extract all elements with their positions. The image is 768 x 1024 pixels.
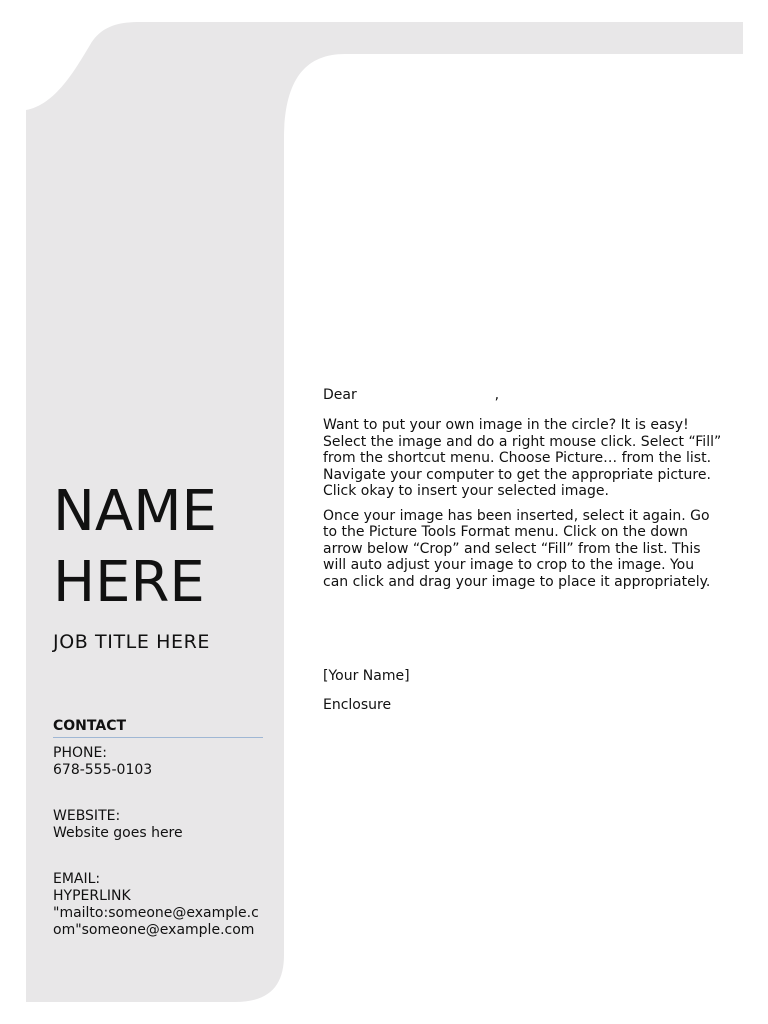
phone-section (53, 745, 268, 779)
enclosure-line: Enclosure (323, 697, 392, 713)
salutation: Dear , (323, 387, 500, 403)
signature-name: [Your Name] (323, 668, 410, 684)
phone-label: PHONE: (53, 745, 108, 761)
letter-paragraph-2: Once your image has been inserted, select it again. Go to the Picture Tools Format menu. Click on the down arrow below “Crop” and select “Fill” from the list. This will auto adjust your image to crop to the image. You can click and drag your image to place it appropriately. (323, 507, 711, 590)
website-value: Website goes here (53, 825, 183, 841)
job-title: JOB TITLE HERE (53, 631, 210, 653)
email-label: EMAIL: (53, 871, 101, 887)
email-line-2: "mailto:someone@example.c (53, 905, 259, 921)
email-line-1: HYPERLINK (53, 888, 131, 904)
phone-number: 678-555-0103 (53, 762, 153, 778)
name-heading: NAME HERE (53, 479, 217, 615)
website-label: WEBSITE: (53, 808, 121, 824)
email-section (53, 871, 268, 939)
contact-heading: CONTACT (53, 718, 263, 738)
letter-body (323, 417, 723, 598)
letter-paragraph-1: Want to put your own image in the circle? It is easy! Select the image and do a right mouse click. Select “Fill” from the shortcut menu. Choose Picture… from the list. Navigate your computer to get the appropriate picture. Click okay to insert your selected image. (323, 417, 722, 499)
email-line-3: om"someone@example.com (53, 922, 255, 938)
website-section (53, 808, 268, 842)
